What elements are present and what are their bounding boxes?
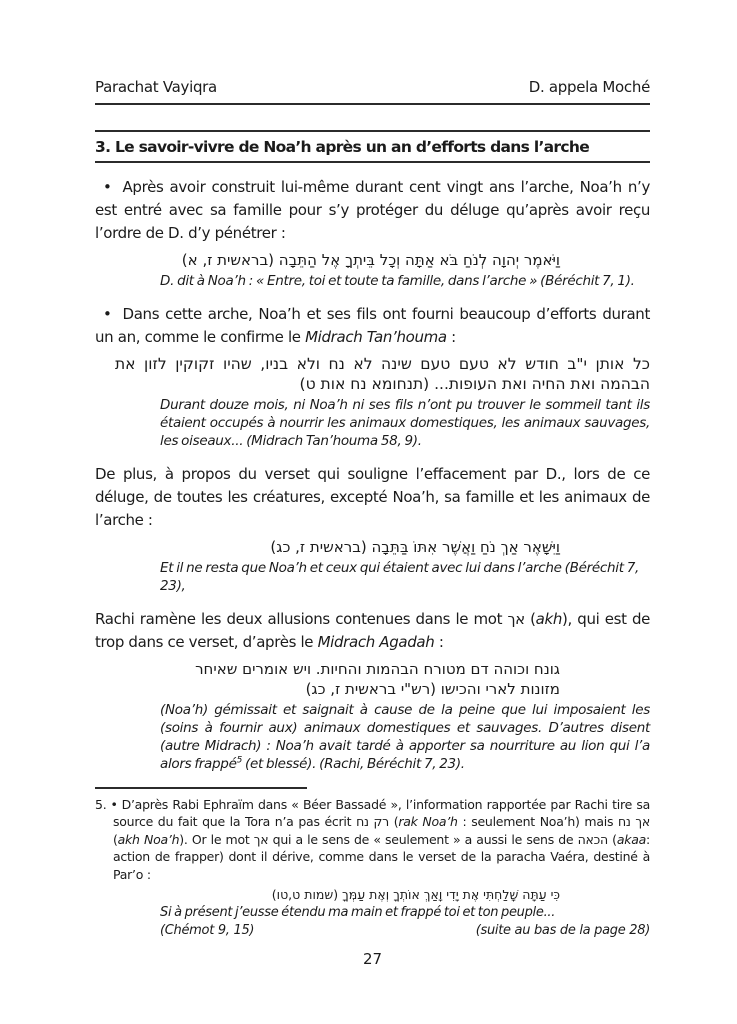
- bullet-icon: •: [103, 178, 112, 196]
- footnote-text: (: [113, 831, 118, 847]
- paragraph-text: Rachi ramène les deux allusions contenues dans le mot: [95, 610, 508, 628]
- paragraph-text: Après avoir construit lui-même durant cent vingt ans l’arche, Noa’h n’y est entré avec sa famille pour s’y protéger du déluge qu’après avoir reçu l’ordre de D. d’y pénétrer :: [95, 178, 650, 242]
- italic-term: akh Noa’h: [117, 831, 180, 847]
- footnote-text: : seulement Noa’h) mais: [457, 814, 618, 829]
- quote-berechit-7-1: [95, 250, 650, 290]
- footnote-last-line: [160, 922, 650, 940]
- paragraph-efforts: [95, 303, 650, 349]
- paragraph-text: Dans cette arche, Noa’h et ses fils ont fourni beaucoup d’efforts durant un an, comme le confirme le: [95, 305, 650, 346]
- header-right-title: D. appela Moché: [528, 78, 650, 96]
- hebrew-midrash-text: כל אותן י"ב חודש לא טעם טעם שינה לא נח ולא בניו, שהיו זקוקין לזון את הבהמה ואת החיה ואת העופות... (תנחומא נח אות ט): [115, 355, 650, 393]
- paragraph-text: :: [446, 328, 456, 346]
- paragraph-deluge: De plus, à propos du verset qui souligne l’effacement par D., lors de ce déluge, de toutes les créatures, excepté Noa’h, sa famille et les animaux de l’arche :: [95, 465, 650, 529]
- footnote-verse-source: (Chémot 9, 15): [160, 922, 255, 938]
- footnote-5: [95, 796, 650, 884]
- italic-term: Midrach Agadah: [317, 633, 435, 651]
- italic-term: Midrach Tan’houma: [305, 328, 447, 346]
- hebrew-verse: וַיֹּאמֶר יְהוָה לְנֹחַ בֹּא אַתָּה וְכָל בֵּיתְךָ אֶל הַתֵּבָה (בראשית ז, א): [181, 251, 560, 269]
- translation-text: (et blessé). (Rachi, Béréchit 7, 23).: [242, 756, 465, 772]
- paragraph-noah-entry: [95, 176, 650, 245]
- footnote-zone: [95, 787, 650, 1024]
- footnote-verse-translation: Si à présent j’eusse étendu ma main et frappé toi et ton peuple...: [160, 905, 556, 920]
- rachi-translation: [160, 701, 650, 773]
- footnote-text: : action de frapper) dont il dérive, comme dans le verset de la paracha Vaéra, destiné à Par’o :: [113, 831, 650, 882]
- midrash-translation: Durant douze mois, ni Noa’h ni ses fils n’ont pu trouver le sommeil tant ils étaient occupés à nourrir les animaux domestiques, les animaux sauvages, les oiseaux... (Midrach Tan’houma 58, 9).: [160, 397, 650, 449]
- footnote-text: ). Or le mot: [179, 831, 254, 847]
- section-heading: 3. Le savoir-vivre de Noa’h après un an d’efforts dans l’arche: [95, 130, 650, 163]
- quote-tanhouma: [95, 354, 650, 450]
- footnote-text: D’après Rabi Ephraïm dans « Béer Bassadé », l’information rapportée par Rachi tire sa source du fait que la Tora n’a pas écrit: [113, 796, 650, 829]
- inline-hebrew-word: רק נח: [356, 814, 389, 829]
- paragraph-rachi: [95, 608, 650, 654]
- footnote-text: (: [607, 831, 617, 847]
- italic-term: rak Noa’h: [398, 814, 458, 829]
- translation-text: (Noa’h) gémissait et saignait à cause de la peine que lui imposaient les (soins à fournir aux) animaux domestiques et sauvages. D’autres disent (autre Midrach) : Noa’h avait tardé à apporter sa nourriture au lion qui l’a alors frappé: [160, 702, 650, 772]
- footnote-text: qui a le sens de « seulement » a aussi le sens de: [268, 831, 578, 847]
- inline-hebrew-word: אך: [507, 610, 525, 628]
- italic-term: akh: [535, 610, 563, 628]
- quote-rachi-midrash: [95, 659, 650, 773]
- bullet-icon: •: [103, 305, 112, 323]
- paragraph-text: :: [434, 633, 444, 651]
- verse-translation: D. dit à Noa’h : « Entre, toi et toute ta famille, dans l’arche » (Béréchit 7, 1).: [160, 273, 635, 289]
- italic-term: akaa: [616, 831, 647, 847]
- bullet-icon: •: [110, 796, 118, 812]
- footnote-reference: 5: [236, 755, 243, 766]
- continuation-note: (suite au bas de la page 28): [475, 922, 650, 938]
- header-left-title: Parachat Vayiqra: [95, 78, 217, 96]
- running-header: [95, 78, 650, 105]
- footnote-hebrew-verse: כִּי עַתָּה שָׁלַחְתִּי אֶת יָדִי וָאַךְ אוֹתְךָ וְאֶת עַמְּךָ (שמות ט,טו): [271, 887, 560, 902]
- inline-hebrew-word: אך נח: [618, 814, 651, 829]
- verse-translation: Et il ne resta que Noa’h et ceux qui étaient avec lui dans l’arche (Béréchit 7, 23),: [160, 560, 639, 594]
- footnote-text: (: [388, 814, 399, 829]
- inline-hebrew-word: הכאה: [577, 831, 608, 847]
- page-number: 27: [362, 950, 383, 968]
- paragraph-text: (: [524, 610, 536, 628]
- footnote-separator: [95, 787, 307, 789]
- footnote-number: 5.: [95, 796, 107, 812]
- hebrew-rachi-text: גונח וכוהה דם מטורח הבהמות והחיות. ויש אומרים שאיחר מזונות לארי והכישו (רש"י בראשית ז, כג): [195, 660, 560, 698]
- hebrew-verse: וַיִּשָּׁאֶר אַךְ נֹחַ וַאֲשֶׁר אִתּוֹ בַּתֵּבָה (בראשית ז, כג): [270, 538, 560, 556]
- paragraph-text: ), qui est de trop dans ce verset, d’après le: [95, 610, 651, 651]
- inline-hebrew-word: אך: [253, 831, 269, 847]
- quote-berechit-7-23: [95, 537, 650, 595]
